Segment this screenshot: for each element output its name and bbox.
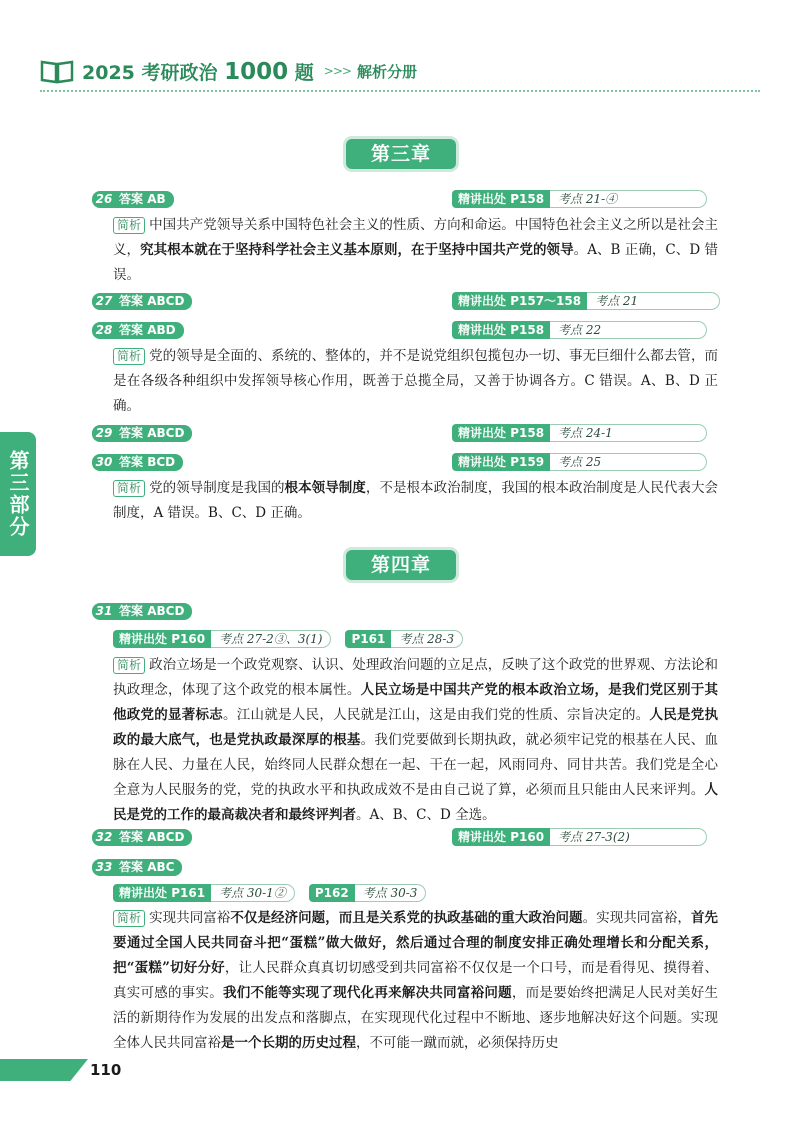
question-number: 27	[92, 293, 116, 310]
answer-badge: 答案 ABD	[115, 322, 184, 339]
page-header	[40, 56, 417, 86]
analysis-tag: 简析	[113, 348, 145, 365]
question-number: 31	[92, 603, 116, 620]
source-ref: 精讲出处 P160 考点 27-2③、3(1) P161 考点 28-3	[113, 630, 463, 648]
answer-badge: 答案 ABC	[115, 859, 182, 876]
analysis-paragraph: 简析 实现共同富裕不仅是经济问题，而且是关系党的执政基础的重大政治问题。实现共同富裕，首先要通过全国人民共同奋斗把“蛋糕”做大做好，然后通过合理的制度安排正确处理增长和分配关系，把“蛋糕”切好分好，让人民群众真真切切感受到共同富裕不仅仅是一个口号，而是看得见、摸得着、真实可感的事实。我们不能等实现了现代化再来解决共同富裕问题，而是要始终把满足人民对美好生活的新期待作为发展的出发点和落脚点，在实现现代化过程中不断地、逐步地解决好这个问题。实现全体人民共同富裕是一个长期的历史过程，不可能一蹴而就，必须保持历史	[113, 910, 719, 1051]
question-number: 28	[92, 322, 116, 339]
source-ref: 精讲出处 P157～158 考点 21	[452, 292, 720, 310]
book-title: 2025 考研政治 1000 题	[82, 58, 314, 85]
source-ref: 精讲出处 P158 考点 24-1	[452, 424, 707, 442]
source-ref: 精讲出处 P160 考点 27-3(2)	[452, 828, 707, 846]
answer-badge: 答案 ABCD	[115, 603, 192, 620]
source-ref: 精讲出处 P158 考点 21-④	[452, 190, 707, 208]
question-number: 29	[92, 425, 116, 442]
answer-badge: 答案 ABCD	[115, 829, 192, 846]
question-number: 33	[92, 859, 116, 876]
header-divider	[40, 90, 760, 92]
source-ref: 精讲出处 P161 考点 30-1② P162 考点 30-3	[113, 884, 426, 902]
answer-badge: 答案 BCD	[115, 454, 183, 471]
question-number: 30	[92, 454, 116, 471]
answer-badge: 答案 AB	[115, 191, 174, 208]
question-number: 32	[92, 829, 116, 846]
analysis-paragraph: 简析 中国共产党领导关系中国特色社会主义的性质、方向和命运。中国特色社会主义之所以是社会主义，究其根本就在于坚持科学社会主义基本原则，在于坚持中国共产党的领导。A、B 正确，C、D 错误。	[113, 217, 719, 283]
analysis-tag: 简析	[113, 910, 145, 927]
question-number: 26	[92, 191, 116, 208]
chapter-heading-3: 第三章	[346, 139, 456, 169]
part-side-tab: 第三部分	[0, 432, 36, 556]
source-ref: 精讲出处 P159 考点 25	[452, 453, 707, 471]
analysis-paragraph: 简析 党的领导是全面的、系统的、整体的，并不是说党组织包揽包办一切、事无巨细什么都去管，而是在各级各种组织中发挥领导核心作用，既善于总揽全局，又善于协调各方。C 错误。A、B、D 正确。	[113, 348, 718, 414]
answer-badge: 答案 ABCD	[115, 425, 192, 442]
analysis-tag: 简析	[113, 480, 145, 497]
book-subtitle: 解析分册	[356, 62, 417, 81]
analysis-paragraph: 简析 政治立场是一个政党观察、认识、处理政治问题的立足点，反映了这个政党的世界观、方法论和执政理念，体现了这个政党的根本属性。人民立场是中国共产党的根本政治立场，是我们党区别于其他政党的显著标志。江山就是人民，人民就是江山，这是由我们党的性质、宗旨决定的。人民是党执政的最大底气，也是党执政最深厚的根基。我们党要做到长期执政，就必须牢记党的根基在人民、血脉在人民、力量在人民，始终同人民群众想在一起、干在一起，风雨同舟、同甘共苦。我们党是全心全意为人民服务的党，党的执政水平和执政成效不是由自己说了算，必须而且只能由人民来评判。人民是党的工作的最高裁决者和最终评判者。A、B、C、D 全选。	[113, 657, 719, 823]
chevrons-icon: >>>	[323, 64, 351, 78]
page-number: 110	[90, 1061, 122, 1079]
chapter-heading-4: 第四章	[346, 550, 456, 580]
book-icon	[40, 58, 74, 84]
footer-bar	[0, 1059, 88, 1081]
analysis-paragraph: 简析 党的领导制度是我国的根本领导制度，不是根本政治制度，我国的根本政治制度是人民代表大会制度，A 错误。B、C、D 正确。	[113, 480, 719, 521]
analysis-tag: 简析	[113, 657, 145, 674]
analysis-tag: 简析	[113, 217, 145, 234]
source-ref: 精讲出处 P158 考点 22	[452, 321, 707, 339]
answer-badge: 答案 ABCD	[115, 293, 192, 310]
